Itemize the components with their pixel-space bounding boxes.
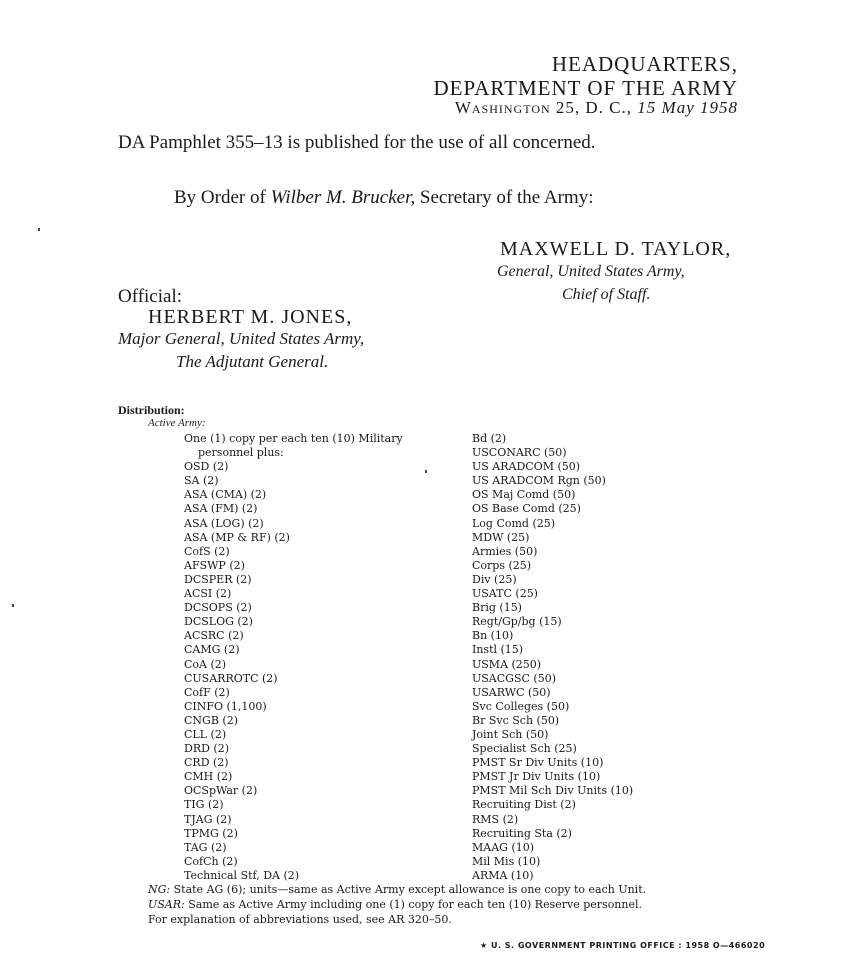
department-line: DEPARTMENT OF THE ARMY <box>433 76 738 100</box>
distribution-entry: DCSLOG (2) <box>184 615 253 629</box>
distribution-entry: ACSRC (2) <box>184 629 244 643</box>
usar-note <box>148 898 642 911</box>
distribution-entry: CINFO (1,100) <box>184 699 267 713</box>
distribution-entry: Div (25) <box>472 572 517 586</box>
distribution-entry: MAAG (10) <box>472 840 535 854</box>
distribution-entry: TPMG (2) <box>184 826 238 840</box>
distribution-right-column <box>472 432 633 883</box>
abbreviation-note: For explanation of abbreviations used, see AR 320–50. <box>148 913 452 926</box>
distribution-entry: Instl (15) <box>472 643 524 657</box>
distribution-entry: RMS (2) <box>472 812 519 826</box>
secretary-name: Wilber M. Brucker, <box>270 187 416 208</box>
distribution-entry: PMST Sr Div Units (10) <box>472 756 604 770</box>
chief-signature-rank: General, United States Army, <box>497 263 685 280</box>
distribution-entry: DCSPER (2) <box>184 572 252 586</box>
headquarters-line: HEADQUARTERS, <box>551 52 738 76</box>
usar-label: USAR: <box>148 898 185 911</box>
chief-signature-name: MAXWELL D. TAYLOR, <box>500 238 732 260</box>
distribution-entry: One (1) copy per each ten (10) Military <box>184 432 403 445</box>
distribution-entry: CofF (2) <box>184 685 230 699</box>
distribution-entry: TAG (2) <box>184 840 227 854</box>
distribution-entry: Bd (2) <box>472 432 507 445</box>
ng-text: State AG (6); units—same as Active Army except allowance is one copy to each Unit. <box>173 883 647 896</box>
distribution-entry: USATC (25) <box>472 587 538 601</box>
distribution-entry: CUSARROTC (2) <box>184 671 278 685</box>
scan-speck <box>38 228 40 231</box>
distribution-entry: ARMA (10) <box>472 868 534 882</box>
distribution-entry: SA (2) <box>184 474 219 488</box>
chief-signature-title: Chief of Staff. <box>562 286 651 303</box>
distribution-entry: TJAG (2) <box>184 812 232 826</box>
distribution-entry: Specialist Sch (25) <box>472 742 577 756</box>
publication-statement: DA Pamphlet 355–13 is published for the use of all concerned. <box>118 132 596 153</box>
ng-note <box>148 883 646 896</box>
ng-label: NG: <box>148 883 171 896</box>
distribution-entry: Technical Stf, DA (2) <box>184 868 300 882</box>
distribution-entry: OCSpWar (2) <box>184 784 258 798</box>
distribution-entry: Regt/Gp/bg (15) <box>472 615 562 629</box>
usar-text: Same as Active Army including one (1) copy for each ten (10) Reserve personnel. <box>188 898 643 911</box>
distribution-heading: Distribution: <box>118 403 185 417</box>
distribution-entry: OS Base Comd (25) <box>472 502 581 516</box>
distribution-entry: CofCh (2) <box>184 854 238 868</box>
distribution-entry: Brig (15) <box>472 601 522 615</box>
order-prefix: By Order of <box>174 187 266 208</box>
distribution-entry: AFSWP (2) <box>184 558 245 572</box>
distribution-entry: Br Svc Sch (50) <box>472 713 560 727</box>
date: 15 May 1958 <box>637 98 738 117</box>
distribution-entry: ASA (LOG) (2) <box>184 516 264 530</box>
distribution-entry: Recruiting Dist (2) <box>472 798 576 812</box>
distribution-entry: ASA (MP & RF) (2) <box>184 530 290 544</box>
distribution-entry: CofS (2) <box>184 544 230 558</box>
distribution-entry: Log Comd (25) <box>472 516 556 530</box>
distribution-entry: US ARADCOM Rgn (50) <box>472 474 606 488</box>
distribution-entry: Mil Mis (10) <box>472 854 541 868</box>
distribution-left-column <box>184 432 403 883</box>
scan-speck <box>12 604 14 607</box>
distribution-entry: ASA (FM) (2) <box>184 502 258 516</box>
distribution-entry: PMST Mil Sch Div Units (10) <box>472 784 634 798</box>
distribution-entry: CLL (2) <box>184 727 227 741</box>
adjutant-signature-title: The Adjutant General. <box>176 352 329 371</box>
distribution-entry: Recruiting Sta (2) <box>472 826 572 840</box>
distribution-entry: MDW (25) <box>472 530 530 544</box>
place: Washington 25, D. C., <box>454 98 633 117</box>
distribution-entry: CAMG (2) <box>184 643 240 657</box>
distribution-entry: USMA (250) <box>472 657 542 671</box>
distribution-entry: PMST Jr Div Units (10) <box>472 770 601 784</box>
distribution-entry: TIG (2) <box>184 798 224 812</box>
distribution-entry: Bn (10) <box>472 629 514 643</box>
distribution-entry: ASA (CMA) (2) <box>184 488 267 502</box>
distribution-entry: OSD (2) <box>184 460 229 474</box>
order-line <box>174 187 593 209</box>
distribution-entry: USARWC (50) <box>472 685 551 699</box>
distribution-entry: CMH (2) <box>184 770 233 784</box>
distribution-entry: USCONARC (50) <box>472 446 567 460</box>
printing-office-imprint: ★ U. S. GOVERNMENT PRINTING OFFICE : 1958 O—466020 <box>480 941 766 950</box>
official-label: Official: <box>118 286 183 307</box>
distribution-entry: ACSI (2) <box>184 587 232 601</box>
distribution-entry: DCSOPS (2) <box>184 601 252 615</box>
place-date-line <box>455 98 738 118</box>
order-suffix: Secretary of the Army: <box>419 187 594 208</box>
distribution-entry: US ARADCOM (50) <box>472 460 581 474</box>
distribution-entry: CRD (2) <box>184 756 229 770</box>
distribution-entry: DRD (2) <box>184 742 229 756</box>
distribution-entry: Armies (50) <box>472 544 538 558</box>
distribution-entry: Joint Sch (50) <box>472 727 549 741</box>
active-army-label: Active Army: <box>148 417 206 429</box>
distribution-entry: CNGB (2) <box>184 713 238 727</box>
distribution-entry: Svc Colleges (50) <box>472 699 570 713</box>
distribution-entry: CoA (2) <box>184 657 227 671</box>
adjutant-signature-name: HERBERT M. JONES, <box>148 306 353 328</box>
scan-speck <box>425 470 427 473</box>
distribution-entry: Corps (25) <box>472 558 532 572</box>
distribution-entry: personnel plus: <box>184 446 284 460</box>
distribution-entry: USACGSC (50) <box>472 671 556 685</box>
distribution-entry: OS Maj Comd (50) <box>472 488 576 502</box>
adjutant-signature-rank: Major General, United States Army, <box>118 329 365 348</box>
